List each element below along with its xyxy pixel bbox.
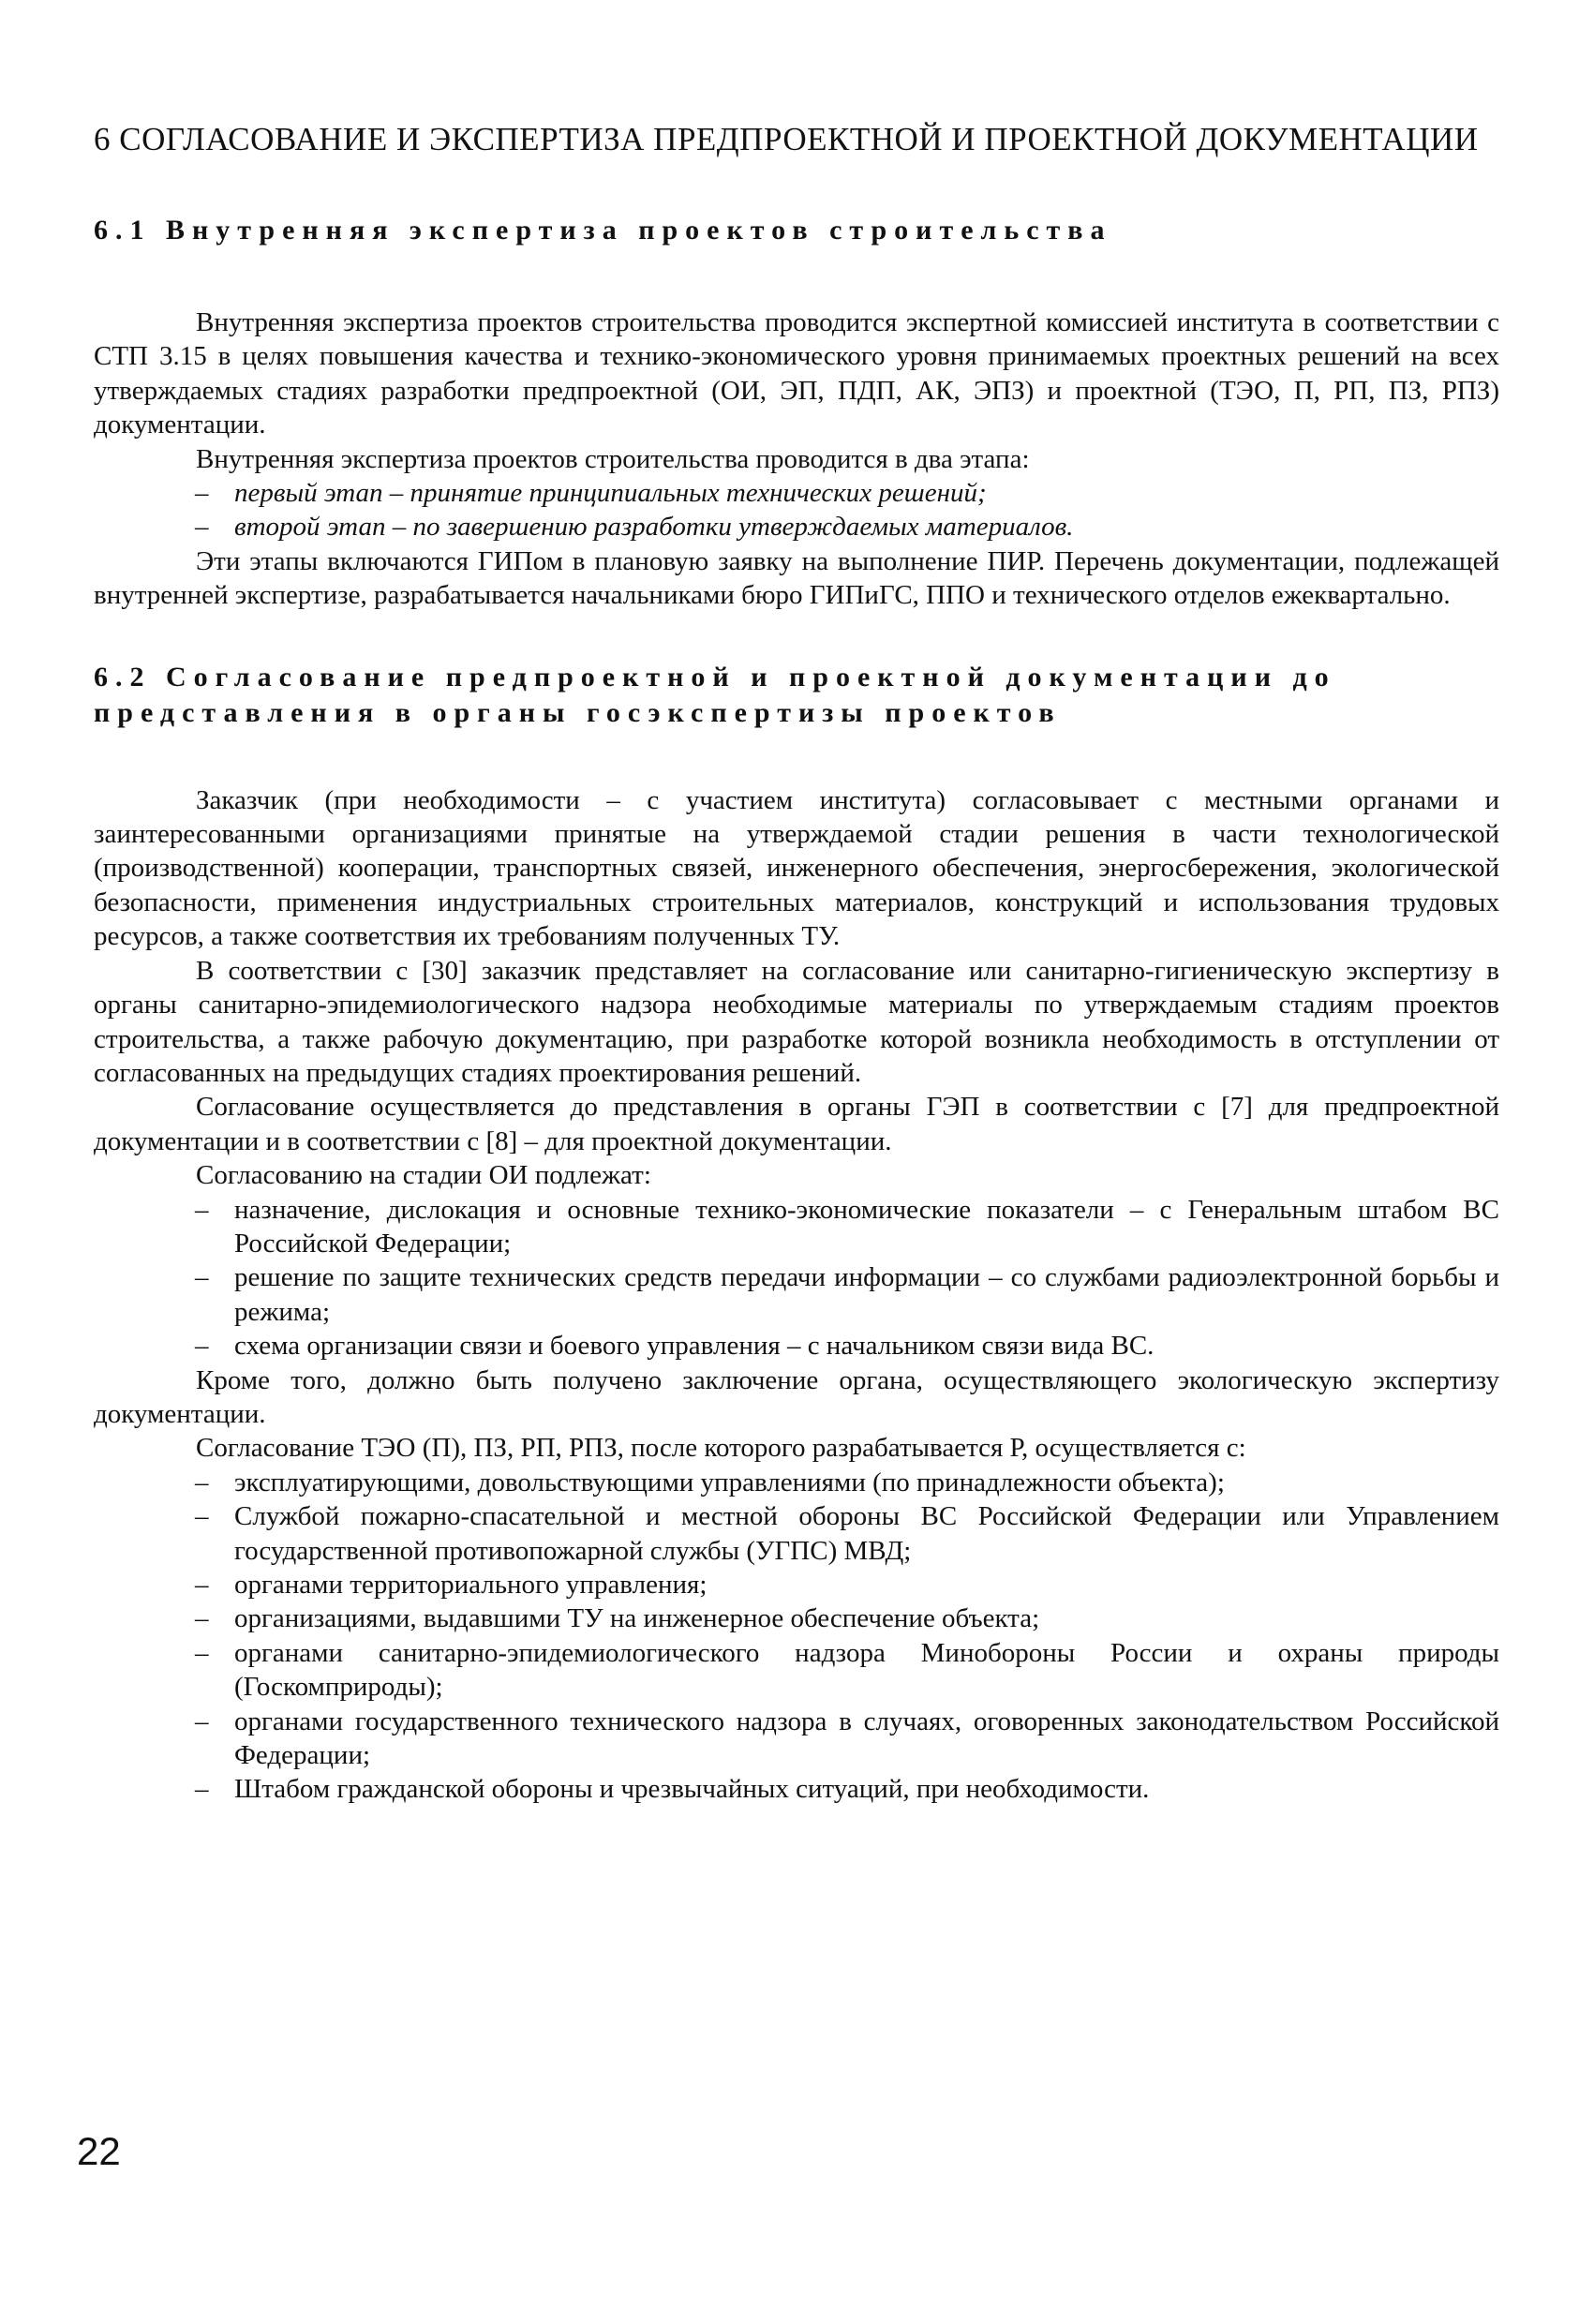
section-6-2-body [94, 783, 1499, 1807]
section-6-2-title: 6.2 Согласование предпроектной и проектной документации до представления в органы госэкспертизы проектов [94, 661, 1336, 728]
oi-approval-list [94, 1193, 1499, 1363]
list-item: – органами территориального управления; [94, 1568, 1499, 1601]
page-number: 22 [77, 2129, 121, 2173]
list-item: – схема организации связи и боевого управления – с начальником связи вида ВС. [94, 1329, 1499, 1363]
list-item: – органами государственного технического надзора в случаях, оговоренных законодательством Российской Федерации; [94, 1705, 1499, 1773]
document-page [94, 122, 1499, 1807]
paragraph: Согласование ТЭО (П), ПЗ, РП, РПЗ, после которого разрабатывается Р, осуществляется с: [196, 1433, 1246, 1464]
paragraph: В соответствии с [30] заказчик представляет на согласование или санитарно-гигиеническую экспертизу в органы санитарно-эпидемиологического надзора необходимые материалы по утверждаемым стадиям проектов строительства, а также рабочую документацию, при разработке которой возникла необходимость в отступлении от согласованных на предыдущих стадиях проектирования решений. [94, 955, 1499, 1088]
list-item: – решение по защите технических средств передачи информации – со службами радиоэлектронной борьбы и режима; [94, 1260, 1499, 1329]
list-item: – эксплуатирующими, довольствующими управлениями (по принадлежности объекта); [94, 1466, 1499, 1499]
list-item: – организациями, выдавшими ТУ на инженерное обеспечение объекта; [94, 1601, 1499, 1635]
teo-approval-list [94, 1466, 1499, 1807]
list-item: – первый этап – принятие принципиальных технических решений; [94, 476, 1499, 510]
stages-list [94, 476, 1499, 544]
paragraph: Эти этапы включаются ГИПом в плановую заявку на выполнение ПИР. Перечень документации, подлежащей внутренней экспертизе, разрабатывается начальниками бюро ГИПиГС, ППО и технического отделов ежеквартально. [94, 545, 1499, 611]
section-6-1-body [94, 305, 1499, 613]
chapter-title: 6 СОГЛАСОВАНИЕ И ЭКСПЕРТИЗА ПРЕДПРОЕКТНОЙ И ПРОЕКТНОЙ ДОКУМЕНТАЦИИ [94, 121, 1479, 157]
list-item: – второй этап – по завершению разработки утверждаемых материалов. [94, 510, 1499, 544]
list-item: – Штабом гражданской обороны и чрезвычайных ситуаций, при необходимости. [94, 1772, 1499, 1806]
list-item: – органами санитарно-эпидемиологического надзора Минобороны России и охраны природы (Госкомприроды); [94, 1636, 1499, 1705]
paragraph: Кроме того, должно быть получено заключение органа, осуществляющего экологическую экспертизу документации. [94, 1364, 1499, 1429]
paragraph: Заказчик (при необходимости – с участием института) согласовывает с местными органами и заинтересованными организациями принятые на утверждаемой стадии решения в части технологической (производственной) кооперации, транспортных связей, инженерного обеспечения, энергосбережения, экологической безопасности, применения индустриальных строительных материалов, конструкций и использования трудовых ресурсов, а также соответствия их требованиям полученных ТУ. [94, 784, 1499, 952]
paragraph: Согласование осуществляется до представления в органы ГЭП в соответствии с [7] для предпроектной документации и в соответствии с [8] – для проектной документации. [94, 1092, 1499, 1156]
paragraph: Внутренняя экспертиза проектов строительства проводится экспертной комиссией института в соответствии с СТП 3.15 в целях повышения качества и технико-экономического уровня принимаемых проектных решений на всех утверждаемых стадиях разработки предпроектной (ОИ, ЭП, ПДП, АК, ЭПЗ) и проектной (ТЭО, П, РП, ПЗ, РПЗ) документации. [94, 307, 1499, 440]
paragraph: Внутренняя экспертиза проектов строительства проводится в два этапа: [196, 443, 1030, 474]
list-item: – назначение, дислокация и основные технико-экономические показатели – с Генеральным штабом ВС Российской Федерации; [94, 1193, 1499, 1261]
paragraph: Согласованию на стадии ОИ подлежат: [196, 1160, 651, 1191]
section-6-1-title: 6.1 Внутренняя экспертиза проектов строительства [94, 215, 1112, 246]
list-item: – Службой пожарно-спасательной и местной обороны ВС Российской Федерации или Управлением государственной противопожарной службы (УГПС) МВД; [94, 1499, 1499, 1568]
